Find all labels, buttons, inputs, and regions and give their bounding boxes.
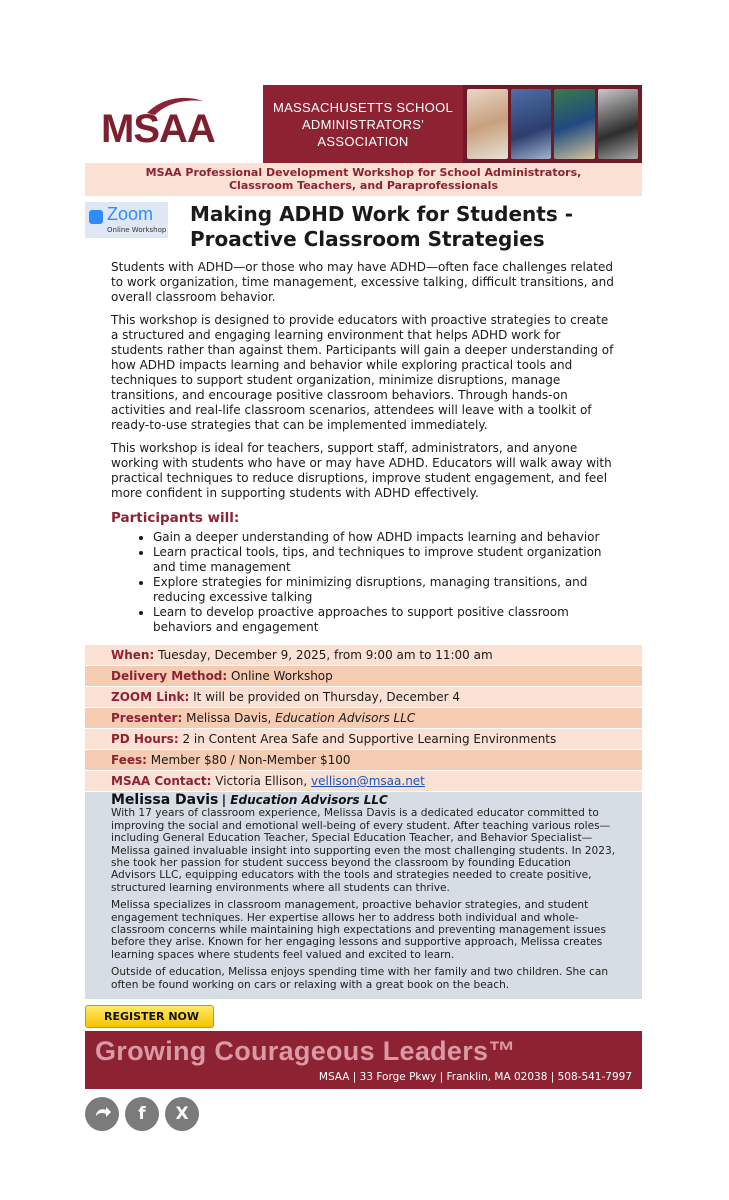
delivery-value: Online Workshop	[231, 669, 333, 683]
pd-hours-label: PD Hours:	[111, 732, 179, 746]
org-name-line2: ADMINISTRATORS' ASSOCIATION	[301, 116, 425, 149]
zoom-camera-icon	[89, 210, 103, 224]
zoom-link-value: It will be provided on Thursday, December 4	[193, 690, 461, 704]
intro-paragraph: Students with ADHD—or those who may have ADHD—often face challenges related to work organization, time management, excessive talking, difficult transitions, and overall classroom behavior.	[111, 260, 614, 304]
when-label: When:	[111, 648, 155, 662]
bio-org: | Education Advisors LLC	[221, 793, 388, 807]
presenter-bio	[85, 792, 642, 999]
facebook-icon[interactable]	[125, 1097, 159, 1131]
event-info	[85, 645, 642, 792]
presenter-name: Melissa Davis,	[186, 711, 272, 725]
list-item: • Explore strategies for minimizing disruptions, managing transitions, and reducing excessive talking	[153, 575, 616, 605]
contact-name: Victoria Ellison,	[215, 774, 308, 788]
workshop-paragraph: This workshop is designed to provide educators with proactive strategies to create a structured and engaging learning environment that helps ADHD work for students rather than against them. Participants will gain a deeper understanding of how ADHD impacts learning and behavior while exploring practical tools and techniques to support student organization, minimize disruptions, manage transitions, and encourage positive classroom behaviors. Through hands-on activities and real-life classroom scenarios, attendees will leave with a toolkit of ready-to-use strategies that can be implemented immediately.	[111, 313, 614, 432]
x-twitter-icon[interactable]	[165, 1097, 199, 1131]
org-name-line1: MASSACHUSETTS SCHOOL	[272, 99, 454, 115]
register-now-button[interactable]: REGISTER NOW	[85, 1005, 214, 1028]
bio-name: Melissa Davis	[111, 792, 219, 808]
bio-paragraph: Outside of education, Melissa enjoys spending time with her family and two children. She can often be found working on cars or relaxing with a great book on the beach.	[111, 966, 609, 991]
logo-text: MSAA	[101, 107, 215, 151]
bio-paragraph: With 17 years of classroom experience, Melissa Davis is a dedicated educator committed to improving the social and emotional well-being of every student. After teaching various roles—including General Education Teacher, Special Education Teacher, and Behavior Specialist—Melissa gained invaluable insight into supporting even the most challenging students. In 2023, she took her passion for student success beyond the classroom by founding Education Advisors LLC, equipping educators with the tools and strategies needed to create positive, structured learning environments where all students can thrive.	[111, 807, 616, 894]
photo-athlete	[598, 89, 639, 159]
title-line2: Proactive Classroom Strategies	[190, 227, 545, 251]
photo-mascot	[511, 89, 552, 159]
participants-list	[111, 530, 616, 635]
when-value: Tuesday, December 9, 2025, from 9:00 am to 11:00 am	[158, 648, 493, 662]
title-row	[85, 202, 642, 252]
zoom-link-label: ZOOM Link:	[111, 690, 190, 704]
subheading-line1: MSAA Professional Development Workshop for School Administrators,	[145, 166, 582, 179]
share-icon[interactable]	[85, 1097, 119, 1131]
fees-label: Fees:	[111, 753, 147, 767]
pd-hours-value: 2 in Content Area Safe and Supportive Learning Environments	[182, 732, 557, 746]
workshop-subheading	[85, 163, 642, 196]
fees-value: Member $80 / Non-Member $100	[150, 753, 351, 767]
msaa-logo	[85, 85, 263, 163]
list-item: • Gain a deeper understanding of how ADHD impacts learning and behavior	[153, 530, 616, 545]
contact-label: MSAA Contact:	[111, 774, 212, 788]
description	[85, 260, 642, 635]
info-presenter	[85, 708, 642, 729]
zoom-badge	[85, 202, 168, 238]
audience-paragraph: This workshop is ideal for teachers, support staff, administrators, and anyone working with students who have or may have ADHD. Educators will walk away with practical techniques to reduce disruptions, improve student engagement, and feel more confident in supporting students with ADHD effectively.	[111, 441, 612, 500]
delivery-label: Delivery Method:	[111, 669, 228, 683]
list-item: • Learn practical tools, tips, and techniques to improve student organization and time management	[153, 545, 616, 575]
info-contact	[85, 771, 642, 792]
title-line1: Making ADHD Work for Students -	[190, 202, 573, 226]
facebook-glyph: f	[138, 1104, 146, 1125]
info-when	[85, 645, 642, 666]
photo-classroom	[554, 89, 595, 159]
presenter-org: Education Advisors LLC	[275, 711, 416, 725]
x-glyph: X	[175, 1104, 189, 1125]
header-banner	[85, 85, 642, 163]
footer-slogan: Growing Courageous Leaders™	[95, 1036, 516, 1067]
zoom-sub: Online Workshop	[107, 226, 167, 234]
info-fees	[85, 750, 642, 771]
bio-paragraph: Melissa specializes in classroom management, proactive behavior strategies, and student engagement techniques. Her expertise allows her to address both individual and whole-classroom concerns while maintaining high expectations and preventing management issues before they arise. Known for her engaging lessons and supportive approach, Melissa creates learning spaces where students feel valued and excited to learn.	[111, 899, 606, 961]
subheading-line2: Classroom Teachers, and Paraprofessionals	[228, 179, 498, 192]
flyer	[85, 85, 642, 1131]
org-name	[263, 85, 463, 163]
list-item: • Learn to develop proactive approaches to support positive classroom behaviors and engagement	[153, 605, 616, 635]
contact-email-link[interactable]: vellison@msaa.net	[311, 774, 425, 788]
footer-banner	[85, 1031, 642, 1089]
presenter-label: Presenter:	[111, 711, 183, 725]
footer-address: MSAA | 33 Forge Pkwy | Franklin, MA 02038 | 508-541-7997	[318, 1071, 632, 1084]
info-zoom	[85, 687, 642, 708]
header-photos	[463, 85, 642, 163]
participants-heading: Participants will:	[111, 510, 240, 526]
info-delivery	[85, 666, 642, 687]
zoom-word: Zoom	[107, 204, 154, 224]
page-title	[190, 202, 573, 252]
info-pd-hours	[85, 729, 642, 750]
photo-student	[467, 89, 508, 159]
social-links	[85, 1097, 642, 1131]
